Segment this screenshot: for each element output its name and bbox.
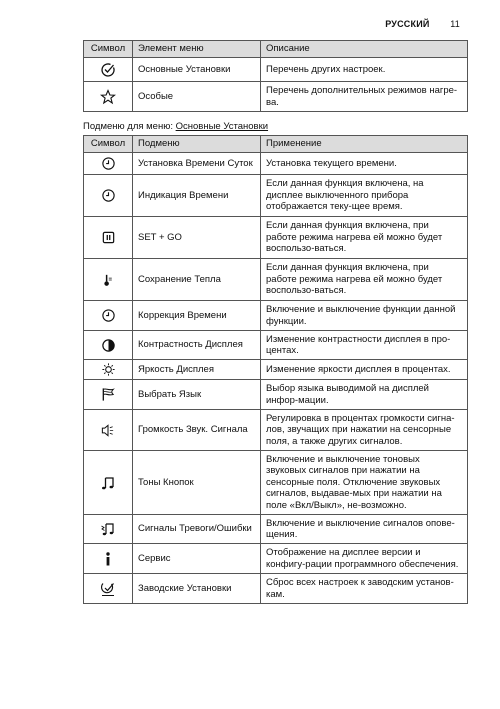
table-row [84, 574, 468, 604]
col-submenu: Подменю [133, 136, 261, 153]
table-row [84, 451, 468, 515]
thermometer-icon [101, 272, 116, 288]
submenu-name: Сохранение Тепла [133, 259, 261, 301]
menu-item-desc: Перечень других настроек. [261, 58, 468, 82]
table-row [84, 175, 468, 217]
flag-icon [100, 387, 116, 402]
clock-icon [101, 188, 116, 203]
submenu-name: SET + GO [133, 217, 261, 259]
col-menu-item: Элемент меню [133, 41, 261, 58]
submenu-name: Заводские Установки [133, 574, 261, 604]
submenu-desc: Установка текущего времени. [261, 153, 468, 175]
table-row [84, 301, 468, 331]
alarm-note-icon [100, 521, 117, 537]
menu-item-desc: Перечень дополнительных режимов нагре-ва. [261, 82, 468, 112]
table-row [84, 360, 468, 380]
submenu-name: Громкость Звук. Сигнала [133, 410, 261, 451]
table-row [84, 153, 468, 175]
submenu-prefix: Подменю для меню: [83, 121, 176, 132]
col-description: Описание [261, 41, 468, 58]
submenu-desc: Включение и выключение тоновых звуковых сигналов при нажатии на сенсорные поля. Отключение звуковых сигналов, выдавае-мых при нажатии на поле «Вкл/Выкл», не-возможно. [261, 451, 468, 515]
submenu-name: Яркость Дисплея [133, 360, 261, 380]
submenu-desc: Если данная функция включена, на дисплее выключенного прибора отображается теку-щее время. [261, 175, 468, 217]
submenu-desc: Изменение яркости дисплея в процентах. [261, 360, 468, 380]
submenu-desc: Регулировка в процентах громкости сигна-лов, звучащих при нажатии на сенсорные поля, а также других сигналов. [261, 410, 468, 451]
menu-table [83, 40, 468, 112]
submenu-name: Установка Времени Суток [133, 153, 261, 175]
page-header [385, 19, 460, 29]
table-row [84, 259, 468, 301]
clock-icon [101, 308, 116, 323]
check-circle-icon [100, 62, 116, 78]
submenu-link: Основные Установки [175, 121, 269, 132]
menu-item-name: Основные Установки [133, 58, 261, 82]
table-header-row [84, 41, 468, 58]
submenu-desc: Включение и выключение сигналов опове-щения. [261, 515, 468, 544]
submenu-desc: Если данная функция включена, при работе режима нагрева ей можно будет воспользо-ваться. [261, 217, 468, 259]
table-row [84, 217, 468, 259]
submenu-name: Сервис [133, 544, 261, 574]
language-label: РУССКИЙ [385, 19, 430, 29]
info-icon [102, 551, 114, 567]
submenu-name: Коррекция Времени [133, 301, 261, 331]
submenu-table [83, 135, 468, 604]
table-header-row [84, 136, 468, 153]
star-outline-icon [100, 89, 116, 105]
table-row [84, 331, 468, 360]
page-number: 11 [450, 19, 460, 29]
music-note-icon [100, 475, 116, 491]
submenu-caption [83, 121, 268, 132]
submenu-name: Тоны Кнопок [133, 451, 261, 515]
submenu-desc: Выбор языка выводимой на дисплей инфор-мации. [261, 380, 468, 410]
col-usage: Применение [261, 136, 468, 153]
submenu-desc: Включение и выключение функции данной функции. [261, 301, 468, 331]
submenu-desc: Сброс всех настроек к заводским установ-кам. [261, 574, 468, 604]
brightness-icon [101, 362, 116, 377]
col-symbol: Символ [84, 41, 133, 58]
factory-reset-icon [100, 581, 116, 597]
submenu-desc: Изменение контрастности дисплея в про-центах. [261, 331, 468, 360]
submenu-desc: Отображение на дисплее версии и конфигу-рации программного обеспечения. [261, 544, 468, 574]
submenu-name: Сигналы Тревоги/Ошибки [133, 515, 261, 544]
pause-box-icon [101, 230, 116, 245]
table-row [84, 544, 468, 574]
speaker-icon [100, 423, 116, 438]
col-symbol: Символ [84, 136, 133, 153]
table-row [84, 410, 468, 451]
table-row [84, 58, 468, 82]
menu-item-name: Особые [133, 82, 261, 112]
contrast-icon [101, 338, 116, 353]
table-row [84, 515, 468, 544]
submenu-desc: Если данная функция включена, при работе режима нагрева ей можно будет воспользо-ваться. [261, 259, 468, 301]
submenu-name: Выбрать Язык [133, 380, 261, 410]
submenu-name: Контрастность Дисплея [133, 331, 261, 360]
table-row [84, 82, 468, 112]
clock-icon [101, 156, 116, 171]
table-row [84, 380, 468, 410]
submenu-name: Индикация Времени [133, 175, 261, 217]
